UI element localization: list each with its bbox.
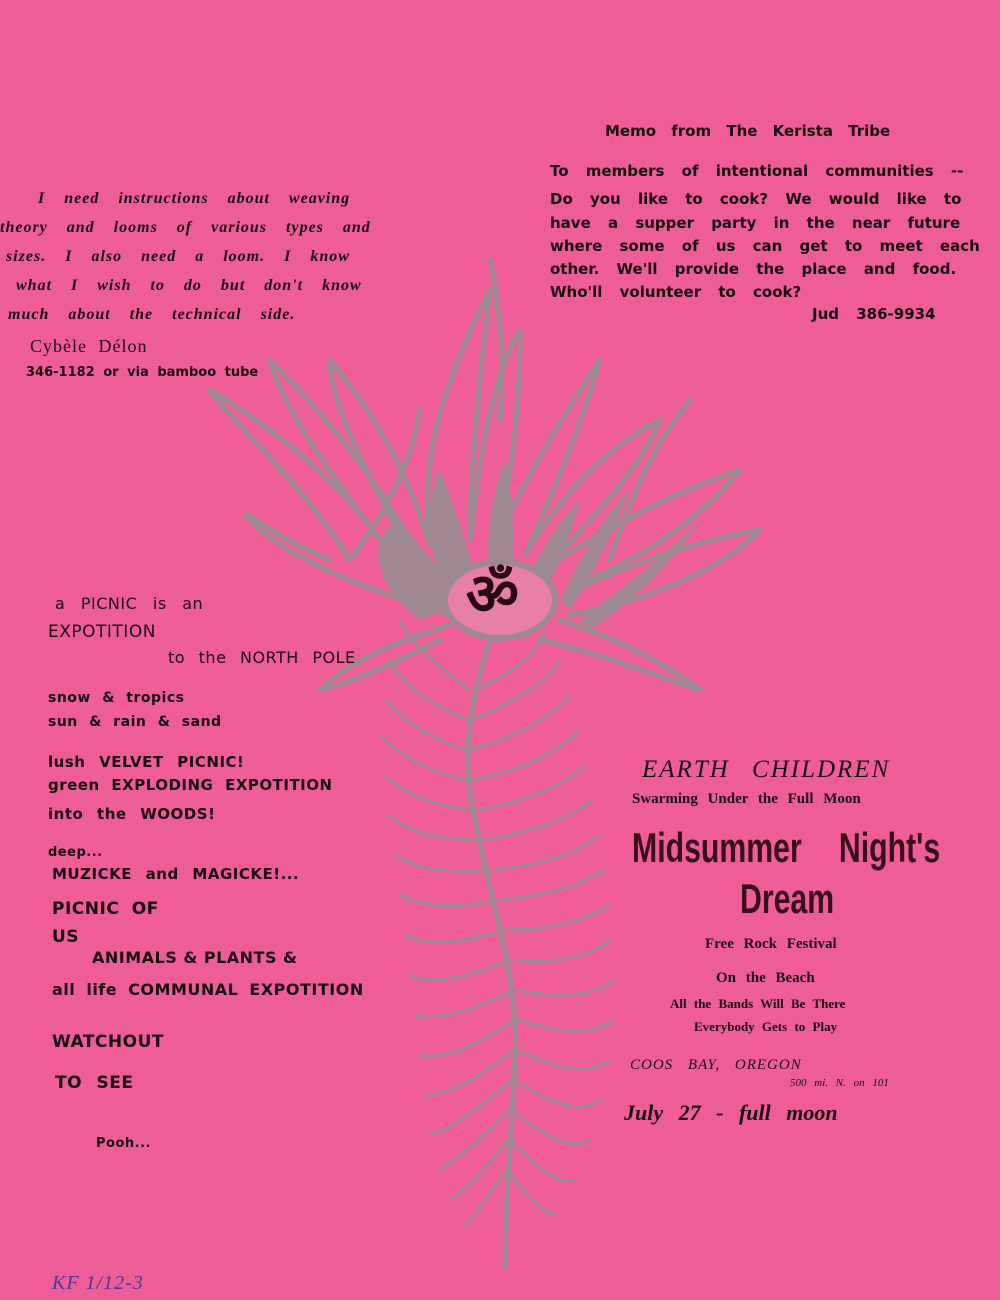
- weaving-note-line: theory and looms of various types and: [0, 219, 371, 236]
- memo-line: Do you like to cook? We would like to: [550, 190, 962, 208]
- picnic-line: US: [52, 927, 80, 947]
- weaving-note-line: I need instructions about weaving: [38, 190, 351, 207]
- picnic-line: PICNIC OF: [52, 899, 159, 919]
- festival-line: On the Beach: [716, 970, 815, 986]
- memo-line: To members of intentional communities --: [550, 162, 964, 180]
- weaving-note-contact: 346-1182 or via bamboo tube: [26, 365, 259, 380]
- memo-title: Memo from The Kerista Tribe: [605, 122, 891, 140]
- picnic-line: MUZICKE and MAGICKE!...: [52, 865, 300, 883]
- picnic-line: green EXPLODING EXPOTITION: [48, 776, 333, 794]
- picnic-line: sun & rain & sand: [48, 714, 222, 730]
- weaving-note-line: sizes. I also need a loom. I know: [6, 248, 350, 265]
- picnic-line: lush VELVET PICNIC!: [48, 753, 245, 771]
- festival-line: Everybody Gets to Play: [694, 1019, 838, 1034]
- memo-line: have a supper party in the near future: [550, 214, 961, 232]
- picnic-line: WATCHOUT: [52, 1032, 164, 1052]
- festival-line: All the Bands Will Be There: [670, 996, 846, 1011]
- festival-heading: EARTH CHILDREN: [642, 756, 891, 783]
- picnic-line: EXPOTITION: [48, 622, 156, 642]
- festival-distance: 500 mi. N. on 101: [790, 1077, 889, 1089]
- memo-line: other. We'll provide the place and food.: [550, 260, 957, 278]
- festival-line: Free Rock Festival: [705, 936, 837, 952]
- picnic-line: into the WOODS!: [48, 805, 216, 823]
- picnic-line: snow & tropics: [48, 690, 185, 706]
- picnic-line: to the NORTH POLE: [168, 648, 356, 667]
- picnic-line: TO SEE: [55, 1073, 134, 1093]
- festival-date: July 27 - full moon: [624, 1100, 838, 1125]
- memo-line: where some of us can get to meet each: [550, 237, 980, 255]
- festival-subheading: Swarming Under the Full Moon: [632, 791, 861, 807]
- festival-title: Midsummer Night's: [632, 824, 941, 871]
- weaving-note-name: Cybèle Délon: [30, 336, 148, 356]
- archive-mark: KF 1/12-3: [52, 1272, 144, 1294]
- festival-location: COOS BAY, OREGON: [630, 1057, 802, 1073]
- picnic-line: a PICNIC is an: [55, 594, 204, 613]
- weaving-note-line: what I wish to do but don't know: [16, 277, 362, 294]
- picnic-line: Pooh...: [96, 1136, 151, 1151]
- memo-line: Who'll volunteer to cook?: [550, 283, 802, 301]
- picnic-line: ANIMALS & PLANTS &: [92, 948, 298, 967]
- festival-title: Dream: [740, 875, 835, 922]
- picnic-line: deep...: [48, 845, 103, 860]
- picnic-line: all life COMMUNAL EXPOTITION: [52, 980, 364, 999]
- weaving-note-line: much about the technical side.: [8, 306, 296, 323]
- om-symbol: ॐ: [466, 562, 519, 627]
- memo-signature: Jud 386-9934: [812, 305, 936, 323]
